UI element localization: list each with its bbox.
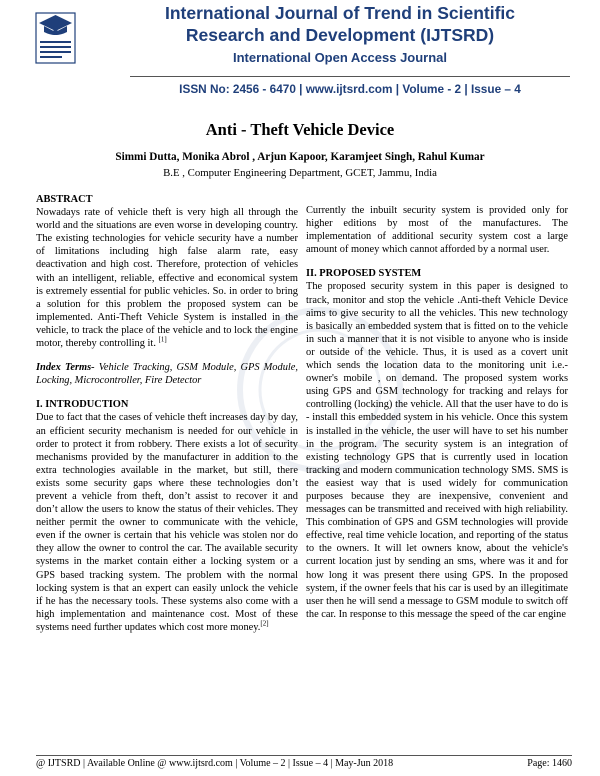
paper-authors: Simmi Dutta, Monika Abrol , Arjun Kapoor, Karamjeet Singh, Rahul Kumar bbox=[115, 151, 485, 163]
open-access-label: International Open Access Journal bbox=[232, 50, 448, 65]
journal-title-line2: Research and Development (IJTSRD) bbox=[185, 25, 495, 45]
introduction-text: Due to fact that the cases of vehicle theft increases day by day, an efficient security mechanism is needed for our vehicle in order to protect it from robbery. There exists a lot of security mechanisms provided by the manufacturer in addition to the extra technologies available in the market, but still, there exists some security gaps where these technologies don’t prevent a vehicle from theft, don’t assist to recover it and don’t allow the users to know the status of their vehicles. They neither permit the owner to communicate with the vehicle, even if the owner is certain that his vehicle was stolen nor do they allow the owner to control the car. The available security systems in the market contain either a locking system or a GPS based tracking system. The problem with the normal locking system is that an expert can easily unlock the vehicle if he has the necessary tools. These systems also come with a high implementation and maintenance cost. Most of these systems need further updates which cost more money. bbox=[36, 412, 298, 633]
footer-left: @ IJTSRD | Available Online @ www.ijtsrd.com | Volume – 2 | Issue – 4 | May-Jun 2018 bbox=[36, 758, 394, 769]
index-terms-label: Index Terms- bbox=[36, 362, 95, 374]
page-footer bbox=[36, 755, 572, 772]
right-paragraph-2: The proposed security system in this paper is designed to track, monitor and stop the vehicle .Anti-theft Vehicle Device aims to give security to all the vehicles. This new technology is basically an embedded system that is fitted on to the vehicle in such a manner that it is not visible to anyone who is inside or outside of the vehicle. Thus, it is used as a covert unit which sends the location data to the monitoring unit i.e.- owner's mobile , on demand. The proposed system works using GPS and GSM technology for tracking and relays for controlling (locking) the vehicle. All that the user have to do is - install this embedded system in his vehicle. Once this system is installed in the vehicle, the user will have to set his number in the program. The security system is an integration of existing technology GPS that is currently used in location tracking and modern communication technology SMS. SMS is the easiest way that is used widely for communication purposes because they are inexpensive, convenient and messages can be transmitted and received with high reliability. This combination of GPS and GSM technologies will provide effective, real time vehicle location, and reporting of the status to the owners. It will let owners know, about the vehicle's current location just by sending an sms, where was it and for how long it was present there using GPS. In the proposed system, if the owner feels that his car is used by an illegitimate user then he will send a message to GSM module to switch off the car. In response to this message the speed of the car engine bbox=[306, 281, 568, 620]
paper-title: Anti - Theft Vehicle Device bbox=[205, 120, 395, 139]
left-column bbox=[36, 193, 298, 634]
abstract-citation: [1] bbox=[158, 335, 167, 344]
footer-page-number: Page: 1460 bbox=[527, 758, 572, 769]
right-paragraph-1: Currently the inbuilt security system is provided only for higher editions by most of the manufactures. The implementation of additional security system cost a large amount of money which cannot afforded by a normal user. bbox=[306, 205, 568, 256]
right-column bbox=[306, 204, 568, 621]
abstract-body bbox=[36, 206, 298, 350]
journal-title-line1: International Journal of Trend in Scientific bbox=[164, 3, 516, 23]
introduction-body bbox=[36, 411, 298, 634]
journal-header bbox=[0, 0, 600, 104]
issn-bar: ISSN No: 2456 - 6470 | www.ijtsrd.com | Volume - 2 | Issue – 4 bbox=[130, 76, 570, 99]
journal-title bbox=[100, 2, 580, 46]
introduction-heading: I. INTRODUCTION bbox=[36, 399, 129, 411]
abstract-text: Nowadays rate of vehicle theft is very high all through the world and the situations are even worse in developing country. The existing technologies for vehicle security have a number of limitations including high false alarm rate, easy deactivation and high cost. Therefore, protection of vehicles with an intelligent, reliable, effective and economical system is extremely essential for public vehicles. So. in order to bring a solution for this problem the proposed system can be implemented. Anti-Theft Vehicle System is installed in the vehicle, to track the place of the vehicle and to lock the engine motor, thereby controlling it. bbox=[36, 207, 298, 350]
index-terms-text: Vehicle Tracking, GSM Module, GPS Module, Locking, Microcontroller, Fire Detector bbox=[36, 362, 298, 387]
proposed-system-heading: II. PROPOSED SYSTEM bbox=[306, 268, 422, 280]
journal-logo-icon bbox=[34, 9, 77, 66]
paper-affiliation: B.E , Computer Engineering Department, GCET, Jammu, India bbox=[163, 167, 437, 179]
introduction-citation: [2] bbox=[260, 619, 269, 628]
index-terms bbox=[36, 361, 298, 387]
abstract-heading: ABSTRACT bbox=[36, 194, 93, 205]
